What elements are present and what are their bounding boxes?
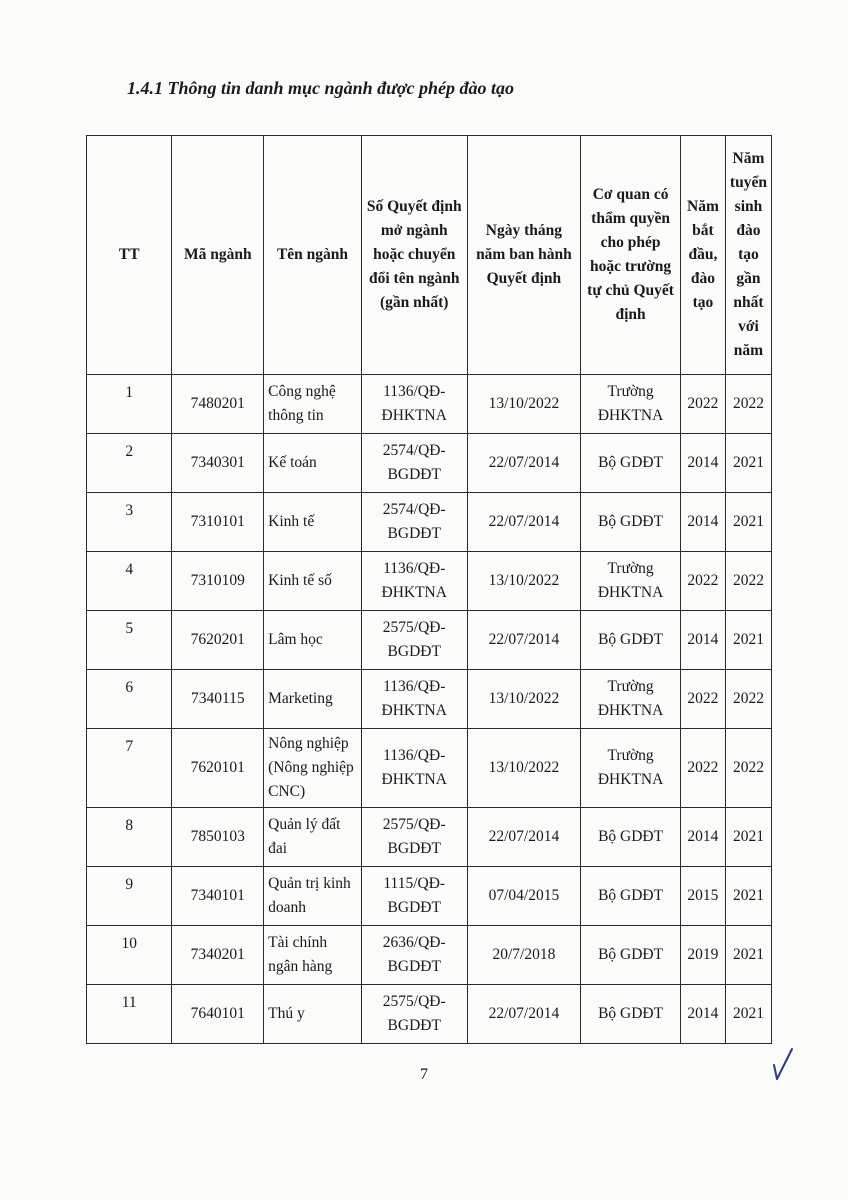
cell-code: 7850103: [172, 808, 264, 867]
header-latest-year: Năm tuyển sinh đào tạo gần nhất với năm: [725, 136, 771, 375]
table-row: [87, 985, 772, 1044]
cell-latest-year: 2021: [725, 434, 771, 493]
cell-decision: 2575/QĐ-BGDĐT: [361, 808, 467, 867]
cell-tt: 6: [87, 670, 172, 729]
cell-authority: Bộ GDĐT: [581, 985, 681, 1044]
cell-authority: Trường ĐHKTNA: [581, 552, 681, 611]
cell-start-year: 2022: [680, 375, 725, 434]
cell-tt: 1: [87, 375, 172, 434]
cell-start-year: 2015: [680, 867, 725, 926]
table-row: [87, 670, 772, 729]
cell-latest-year: 2021: [725, 808, 771, 867]
cell-decision: 2574/QĐ-BGDĐT: [361, 434, 467, 493]
table-row: [87, 729, 772, 808]
table-row: [87, 611, 772, 670]
cell-decision: 1136/QĐ-ĐHKTNA: [361, 375, 467, 434]
cell-date: 22/07/2014: [467, 985, 581, 1044]
cell-start-year: 2014: [680, 434, 725, 493]
cell-code: 7310109: [172, 552, 264, 611]
cell-latest-year: 2022: [725, 552, 771, 611]
table-row: [87, 926, 772, 985]
cell-tt: 10: [87, 926, 172, 985]
cell-start-year: 2014: [680, 808, 725, 867]
cell-latest-year: 2021: [725, 611, 771, 670]
cell-tt: 3: [87, 493, 172, 552]
cell-authority: Trường ĐHKTNA: [581, 375, 681, 434]
cell-decision: 2636/QĐ-BGDĐT: [361, 926, 467, 985]
section-heading: 1.4.1 Thông tin danh mục ngành được phép đào tạo: [127, 78, 515, 98]
cell-name: Quản trị kinh doanh: [264, 867, 362, 926]
cell-authority: Trường ĐHKTNA: [581, 729, 681, 808]
cell-authority: Bộ GDĐT: [581, 434, 681, 493]
table-row: [87, 808, 772, 867]
cell-name: Nông nghiệp (Nông nghiệp CNC): [264, 729, 362, 808]
majors-table: [86, 135, 772, 1044]
cell-authority: Bộ GDĐT: [581, 867, 681, 926]
cell-start-year: 2014: [680, 985, 725, 1044]
cell-start-year: 2022: [680, 670, 725, 729]
cell-latest-year: 2022: [725, 670, 771, 729]
cell-code: 7480201: [172, 375, 264, 434]
cell-code: 7620101: [172, 729, 264, 808]
cell-name: Thú y: [264, 985, 362, 1044]
cell-date: 13/10/2022: [467, 552, 581, 611]
cell-latest-year: 2021: [725, 493, 771, 552]
check-mark-icon: [768, 1045, 796, 1085]
cell-tt: 4: [87, 552, 172, 611]
cell-date: 13/10/2022: [467, 670, 581, 729]
cell-authority: Bộ GDĐT: [581, 493, 681, 552]
cell-code: 7640101: [172, 985, 264, 1044]
cell-name: Tài chính ngân hàng: [264, 926, 362, 985]
table-row: [87, 434, 772, 493]
cell-name: Kinh tế: [264, 493, 362, 552]
cell-tt: 5: [87, 611, 172, 670]
cell-start-year: 2014: [680, 493, 725, 552]
cell-tt: 2: [87, 434, 172, 493]
cell-decision: 1136/QĐ-ĐHKTNA: [361, 729, 467, 808]
cell-name: Kinh tế số: [264, 552, 362, 611]
cell-name: Quản lý đất đai: [264, 808, 362, 867]
cell-name: Công nghệ thông tin: [264, 375, 362, 434]
cell-decision: 2575/QĐ-BGDĐT: [361, 611, 467, 670]
page-number: 7: [420, 1066, 428, 1083]
header-start-year: Năm bắt đầu, đào tạo: [680, 136, 725, 375]
cell-tt: 8: [87, 808, 172, 867]
cell-date: 13/10/2022: [467, 729, 581, 808]
cell-code: 7340301: [172, 434, 264, 493]
cell-name: Lâm học: [264, 611, 362, 670]
cell-authority: Trường ĐHKTNA: [581, 670, 681, 729]
cell-decision: 1115/QĐ-BGDĐT: [361, 867, 467, 926]
cell-latest-year: 2022: [725, 729, 771, 808]
cell-start-year: 2019: [680, 926, 725, 985]
cell-date: 22/07/2014: [467, 611, 581, 670]
table-row: [87, 493, 772, 552]
header-tt: TT: [87, 136, 172, 375]
cell-decision: 1136/QĐ-ĐHKTNA: [361, 670, 467, 729]
cell-latest-year: 2022: [725, 375, 771, 434]
cell-date: 22/07/2014: [467, 493, 581, 552]
header-date: Ngày tháng năm ban hành Quyết định: [467, 136, 581, 375]
table-row: [87, 552, 772, 611]
cell-code: 7620201: [172, 611, 264, 670]
cell-code: 7340115: [172, 670, 264, 729]
cell-start-year: 2014: [680, 611, 725, 670]
cell-date: 22/07/2014: [467, 808, 581, 867]
header-code: Mã ngành: [172, 136, 264, 375]
table-row: [87, 867, 772, 926]
cell-start-year: 2022: [680, 729, 725, 808]
cell-date: 07/04/2015: [467, 867, 581, 926]
cell-decision: 2574/QĐ-BGDĐT: [361, 493, 467, 552]
table-header-row: [87, 136, 772, 375]
cell-date: 20/7/2018: [467, 926, 581, 985]
cell-code: 7310101: [172, 493, 264, 552]
header-name: Tên ngành: [264, 136, 362, 375]
header-authority: Cơ quan có thẩm quyền cho phép hoặc trường tự chủ Quyết định: [581, 136, 681, 375]
cell-code: 7340201: [172, 926, 264, 985]
cell-tt: 11: [87, 985, 172, 1044]
cell-authority: Bộ GDĐT: [581, 611, 681, 670]
cell-name: Marketing: [264, 670, 362, 729]
cell-authority: Bộ GDĐT: [581, 926, 681, 985]
table-row: [87, 375, 772, 434]
cell-latest-year: 2021: [725, 867, 771, 926]
cell-start-year: 2022: [680, 552, 725, 611]
cell-decision: 2575/QĐ-BGDĐT: [361, 985, 467, 1044]
cell-name: Kế toán: [264, 434, 362, 493]
cell-code: 7340101: [172, 867, 264, 926]
cell-authority: Bộ GDĐT: [581, 808, 681, 867]
header-decision: Số Quyết định mở ngành hoặc chuyển đổi tên ngành (gần nhất): [361, 136, 467, 375]
cell-date: 13/10/2022: [467, 375, 581, 434]
cell-decision: 1136/QĐ-ĐHKTNA: [361, 552, 467, 611]
cell-latest-year: 2021: [725, 985, 771, 1044]
cell-tt: 9: [87, 867, 172, 926]
cell-latest-year: 2021: [725, 926, 771, 985]
cell-tt: 7: [87, 729, 172, 808]
cell-date: 22/07/2014: [467, 434, 581, 493]
